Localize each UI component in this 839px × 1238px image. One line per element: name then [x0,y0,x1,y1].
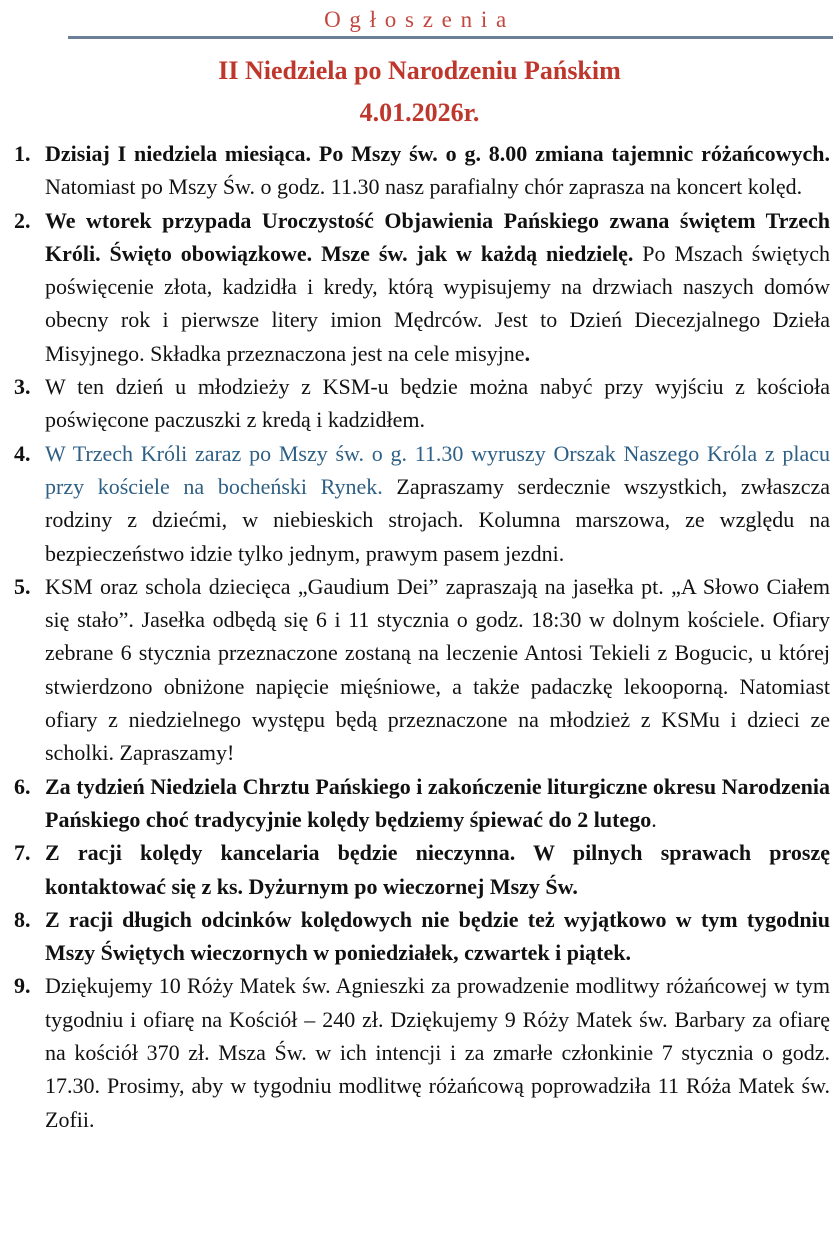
announcement-item [14,770,830,837]
announcement-item [14,370,830,437]
announcement-number: 6. [14,773,31,799]
page-date: 4.01.2026r. [359,98,480,127]
announcement-item [14,903,830,970]
text-run-blue: W Trzech Króli zaraz po Mszy św. o g. 11.30 wyruszy Orszak Naszego Króla z placu przy kościele na bocheński Rynek. [45,440,830,499]
text-run-normal: Zapraszamy serdecznie wszystkich, zwłaszcza rodziny z dziećmi, w niebieskich strojach. Kolumna marszowa, ze względu na bezpieczeństwo idzie tylko jednym, prawym pasem jezdni. [45,473,831,566]
text-run-bold: Z racji kolędy kancelaria będzie nieczynna. W pilnych sprawach proszę kontaktować się z ks. Dyżurnym po wieczornej Mszy Św. [45,840,830,899]
announcement-item [14,570,830,770]
text-run-bold: Za tydzień Niedziela Chrztu Pańskiego i zakończenie liturgiczne okresu Narodzenia Pańskiego choć tradycyjnie kolędy będziemy śpiewać do 2 lutego [45,773,830,832]
announcement-item [14,204,830,370]
announcement-number: 8. [14,906,31,932]
text-run-normal: W ten dzień u młodzieży z KSM-u będzie można nabyć przy wyjściu z kościoła poświęcone paczuszki z kredą i kadzidłem. [45,374,830,433]
announcement-number: 1. [14,141,31,166]
announcement-number: 9. [14,973,31,999]
text-run-normal: . [651,806,657,832]
page-header: Ogłoszenia [324,7,515,32]
announcements-list [0,137,839,1136]
page-title: II Niedziela po Narodzeniu Pańskim [218,56,621,85]
text-run-bold: Z racji długich odcinków kolędowych nie będzie też wyjątkowo w tym tygodniu Mszy Świętych wieczornych w poniedziałek, czwartek i piątek. [45,906,830,966]
announcement-item [14,969,830,1135]
announcement-number: 5. [14,573,31,599]
text-run-normal: Dziękujemy 10 Róży Matek św. Agnieszki za prowadzenie modlitwy różańcowej w tym tygodniu i ofiarę na Kościół – 240 zł. Dziękujemy 9 Róży Matek św. Barbary za ofiarę na kościół 370 zł. Msza Św. w ich intencji i za zmarłe członkinie 7 stycznia o godz. 17.30. Prosimy, aby w tygodniu modlitwę różańcową poprowadziła 11 Róża Matek św. Zofii. [45,973,830,1132]
header-divider [68,36,833,39]
announcement-number: 4. [14,440,31,466]
announcement-number: 2. [14,207,31,233]
announcement-item [14,836,830,903]
text-run-bold: We wtorek przypada Uroczystość Objawienia Pańskiego zwana świętem Trzech Króli. Święto obowiązkowe. Msze św. jak w każdą niedzielę. [45,207,830,266]
text-run-normal: KSM oraz schola dziecięca „Gaudium Dei” zapraszają na jasełka pt. „A Słowo Ciałem się stało”. Jasełka odbędą się 6 i 11 stycznia o godz. 18:30 w dolnym kościele. Ofiary zebrane 6 stycznia przeznaczone zostaną na leczenie Antosi Tekieli z Bogucic, u której stwierdzono obniżone napięcie mięśniowe, a także padaczkę lekooporną. Natomiast ofiary z niedzielnego występu będą przeznaczone na młodzież z KSMu i dzieci ze scholki. Zapraszamy! [45,573,830,766]
announcement-number: 3. [14,374,31,400]
announcement-item [14,137,830,204]
text-run-bold: . [524,340,531,366]
text-run-normal: Po Mszach świętych poświęcenie złota, kadzidła i kredy, którą wypisujemy na drzwiach naszych domów obecny rok i pierwsze litery imion Mędrców. Jest to Dzień Diecezjalnego Dzieła Misyjnego. Składka przeznaczona jest na cele misyjne [45,240,830,366]
text-run-normal: Natomiast po Mszy Św. o godz. 11.30 nasz parafialny chór zaprasza na koncert kolęd. [45,174,803,200]
announcement-item [14,437,831,570]
announcement-number: 7. [14,840,31,866]
text-run-bold: Dzisiaj I niedziela miesiąca. Po Mszy św. o g. 8.00 zmiana tajemnic różańcowych. [45,141,830,166]
